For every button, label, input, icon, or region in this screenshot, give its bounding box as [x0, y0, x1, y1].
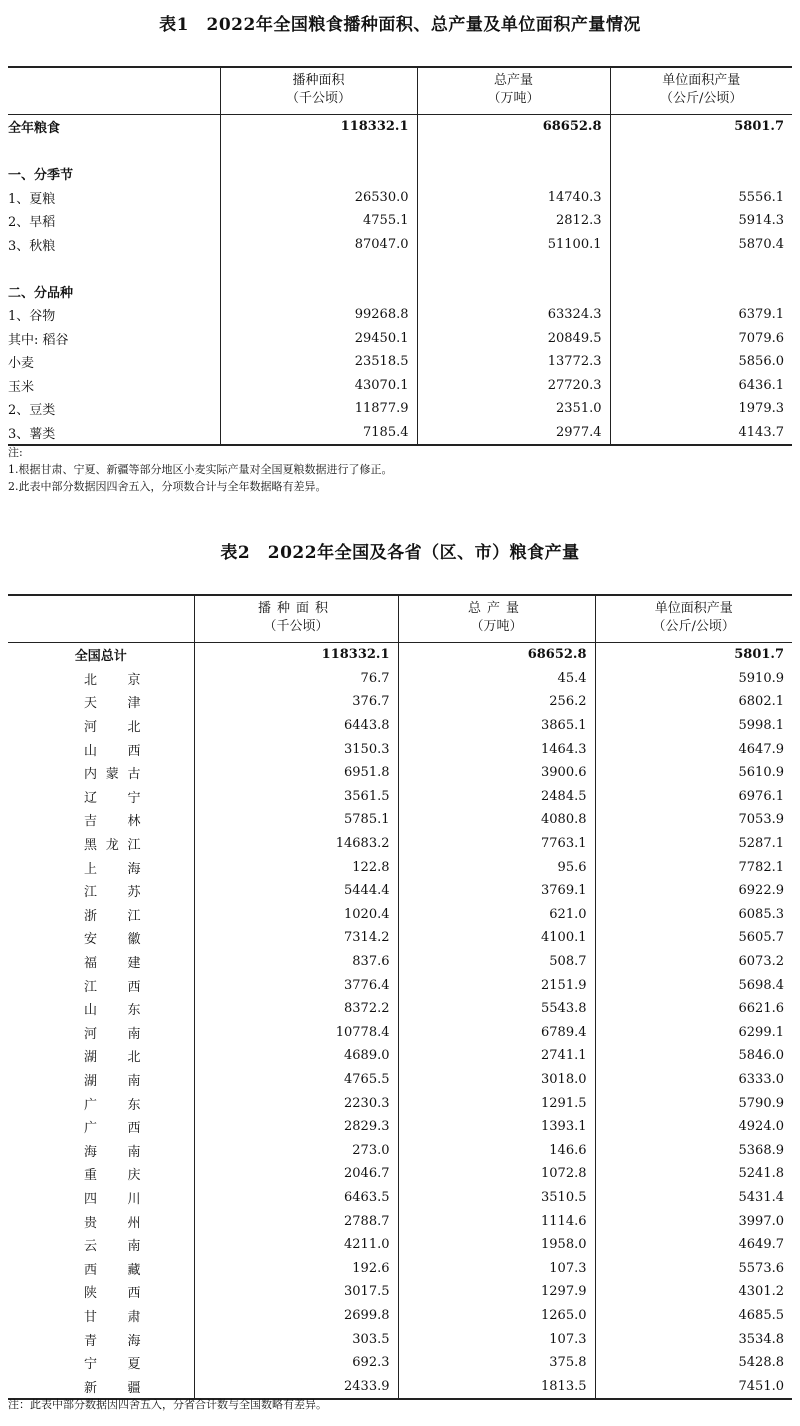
province-area: 376.7 — [194, 690, 398, 714]
table2-province-row — [8, 1115, 792, 1139]
table1-row — [8, 209, 792, 233]
province-output: 1072.8 — [398, 1162, 595, 1186]
province-output: 107.3 — [398, 1256, 595, 1280]
table1-row — [8, 397, 792, 421]
province-output: 146.6 — [398, 1138, 595, 1162]
table1-row — [8, 162, 792, 186]
province-name: 云南 — [84, 1239, 141, 1255]
province-yield: 6976.1 — [595, 785, 792, 809]
province-output: 5543.8 — [398, 997, 595, 1021]
province-yield: 6299.1 — [595, 1021, 792, 1045]
table2-province-row — [8, 1304, 792, 1328]
province-name: 贵州 — [84, 1215, 141, 1231]
province-name: 湖南 — [84, 1073, 141, 1089]
table2-province-row — [8, 1186, 792, 1210]
province-yield: 4685.5 — [595, 1304, 792, 1328]
row-area — [220, 256, 417, 280]
table1-row — [8, 327, 792, 351]
province-area: 76.7 — [194, 667, 398, 691]
province-area: 2433.9 — [194, 1374, 398, 1399]
row-yield — [610, 139, 792, 163]
province-area: 10778.4 — [194, 1021, 398, 1045]
province-output: 1813.5 — [398, 1374, 595, 1399]
province-yield: 5790.9 — [595, 1091, 792, 1115]
row-area: 118332.1 — [220, 115, 417, 139]
row-output: 13772.3 — [417, 350, 610, 374]
row-output: 2812.3 — [417, 209, 610, 233]
table1-row — [8, 374, 792, 398]
province-yield: 7782.1 — [595, 855, 792, 879]
table2-province-row — [8, 690, 792, 714]
row-output: 20849.5 — [417, 327, 610, 351]
row-label: 一、分季节 — [8, 168, 74, 184]
row-label: 3、秋粮 — [8, 238, 56, 254]
province-area: 2699.8 — [194, 1304, 398, 1328]
province-output: 7763.1 — [398, 832, 595, 856]
province-name: 安徽 — [84, 932, 141, 948]
table1-header-yield: 单位面积产量 （公斤/公顷） — [610, 67, 792, 115]
table2-province-row — [8, 1044, 792, 1068]
row-output: 68652.8 — [417, 115, 610, 139]
province-yield: 5846.0 — [595, 1044, 792, 1068]
province-output: 1393.1 — [398, 1115, 595, 1139]
row-label: 小麦 — [8, 356, 35, 372]
province-yield: 5431.4 — [595, 1186, 792, 1210]
province-area: 2046.7 — [194, 1162, 398, 1186]
table2-province-row — [8, 903, 792, 927]
province-output: 1291.5 — [398, 1091, 595, 1115]
province-output: 1265.0 — [398, 1304, 595, 1328]
row-label: 3、薯类 — [8, 426, 56, 442]
row-area: 11877.9 — [220, 397, 417, 421]
province-output: 95.6 — [398, 855, 595, 879]
table2-province-row — [8, 997, 792, 1021]
province-name: 新疆 — [84, 1380, 141, 1396]
row-area — [220, 162, 417, 186]
province-output: 256.2 — [398, 690, 595, 714]
province-name: 四川 — [84, 1191, 141, 1207]
table2-province-row — [8, 714, 792, 738]
row-area: 29450.1 — [220, 327, 417, 351]
province-name: 北京 — [84, 672, 141, 688]
province-output: 3510.5 — [398, 1186, 595, 1210]
total-yield: 5801.7 — [595, 643, 792, 667]
province-output: 3018.0 — [398, 1068, 595, 1092]
row-yield: 6436.1 — [610, 374, 792, 398]
row-area: 87047.0 — [220, 233, 417, 257]
province-output: 2741.1 — [398, 1044, 595, 1068]
table1-header-area: 播种面积 （千公顷） — [220, 67, 417, 115]
province-name: 海南 — [84, 1144, 141, 1160]
table2-title: 表2 2022年全国及各省（区、市）粮食产量 — [220, 543, 580, 563]
table2-province-row — [8, 950, 792, 974]
province-output: 375.8 — [398, 1351, 595, 1375]
table2-province-row — [8, 808, 792, 832]
province-name: 浙江 — [84, 908, 141, 924]
province-output: 6789.4 — [398, 1021, 595, 1045]
province-yield: 5698.4 — [595, 973, 792, 997]
province-area: 303.5 — [194, 1327, 398, 1351]
row-yield: 6379.1 — [610, 303, 792, 327]
province-yield: 6073.2 — [595, 950, 792, 974]
province-name: 重庆 — [84, 1168, 141, 1184]
row-yield: 4143.7 — [610, 421, 792, 446]
row-area: 23518.5 — [220, 350, 417, 374]
row-area: 43070.1 — [220, 374, 417, 398]
province-yield: 5610.9 — [595, 761, 792, 785]
table1-header-output: 总产量 （万吨） — [417, 67, 610, 115]
province-name: 广东 — [84, 1097, 141, 1113]
table1-row — [8, 280, 792, 304]
row-yield: 7079.6 — [610, 327, 792, 351]
total-output: 68652.8 — [398, 643, 595, 667]
province-name: 西藏 — [84, 1262, 141, 1278]
province-name: 吉林 — [84, 814, 141, 830]
row-output: 14740.3 — [417, 186, 610, 210]
row-label — [8, 139, 220, 163]
table2-province-row — [8, 667, 792, 691]
table1-row — [8, 303, 792, 327]
table2 — [8, 594, 792, 1400]
row-area: 4755.1 — [220, 209, 417, 233]
row-area — [220, 280, 417, 304]
row-output: 2977.4 — [417, 421, 610, 446]
table2-province-row — [8, 1351, 792, 1375]
province-output: 1464.3 — [398, 737, 595, 761]
province-area: 3017.5 — [194, 1280, 398, 1304]
province-area: 4689.0 — [194, 1044, 398, 1068]
table1-notes — [8, 444, 393, 495]
province-area: 4765.5 — [194, 1068, 398, 1092]
province-yield: 3997.0 — [595, 1209, 792, 1233]
table2-province-row — [8, 761, 792, 785]
province-name: 江苏 — [84, 885, 141, 901]
province-name: 江西 — [84, 979, 141, 995]
province-area: 837.6 — [194, 950, 398, 974]
province-yield: 5910.9 — [595, 667, 792, 691]
province-area: 8372.2 — [194, 997, 398, 1021]
province-output: 2151.9 — [398, 973, 595, 997]
province-area: 3561.5 — [194, 785, 398, 809]
row-yield: 1979.3 — [610, 397, 792, 421]
table1-title: 表1 2022年全国粮食播种面积、总产量及单位面积产量情况 — [159, 15, 641, 35]
row-yield — [610, 162, 792, 186]
province-area: 6951.8 — [194, 761, 398, 785]
province-area: 4211.0 — [194, 1233, 398, 1257]
province-yield: 6085.3 — [595, 903, 792, 927]
province-output: 4100.1 — [398, 926, 595, 950]
province-area: 2230.3 — [194, 1091, 398, 1115]
province-yield: 3534.8 — [595, 1327, 792, 1351]
province-name: 内蒙古 — [84, 767, 141, 783]
province-yield: 6621.6 — [595, 997, 792, 1021]
province-name: 河北 — [84, 720, 141, 736]
province-yield: 5287.1 — [595, 832, 792, 856]
table2-province-row — [8, 832, 792, 856]
province-area: 5785.1 — [194, 808, 398, 832]
table2-province-row — [8, 1021, 792, 1045]
table2-province-row — [8, 1280, 792, 1304]
province-output: 1114.6 — [398, 1209, 595, 1233]
province-name: 湖北 — [84, 1050, 141, 1066]
province-name: 广西 — [84, 1121, 141, 1137]
row-output — [417, 139, 610, 163]
row-yield — [610, 280, 792, 304]
province-yield: 5428.8 — [595, 1351, 792, 1375]
province-name: 甘肃 — [84, 1309, 141, 1325]
province-area: 14683.2 — [194, 832, 398, 856]
table2-province-row — [8, 855, 792, 879]
table1-row — [8, 256, 792, 280]
province-output: 1958.0 — [398, 1233, 595, 1257]
province-output: 3865.1 — [398, 714, 595, 738]
table1-note-1: 1.根据甘肃、宁夏、新疆等部分地区小麦实际产量对全国夏粮数据进行了修正。 — [8, 463, 393, 476]
table1-row — [8, 233, 792, 257]
row-label — [8, 256, 220, 280]
row-output — [417, 162, 610, 186]
province-output: 621.0 — [398, 903, 595, 927]
table2-province-row — [8, 785, 792, 809]
row-yield — [610, 256, 792, 280]
province-area: 6463.5 — [194, 1186, 398, 1210]
province-area: 7314.2 — [194, 926, 398, 950]
province-output: 508.7 — [398, 950, 595, 974]
table1-row — [8, 421, 792, 446]
table1-row — [8, 115, 792, 139]
table2-province-row — [8, 1256, 792, 1280]
row-output — [417, 256, 610, 280]
province-output: 1297.9 — [398, 1280, 595, 1304]
province-area: 2788.7 — [194, 1209, 398, 1233]
province-name: 上海 — [84, 861, 141, 877]
row-label: 2、早稻 — [8, 215, 56, 231]
row-yield: 5856.0 — [610, 350, 792, 374]
row-area: 99268.8 — [220, 303, 417, 327]
province-yield: 5368.9 — [595, 1138, 792, 1162]
province-output: 3769.1 — [398, 879, 595, 903]
total-area: 118332.1 — [194, 643, 398, 667]
province-name: 山东 — [84, 1003, 141, 1019]
table1-row — [8, 186, 792, 210]
table2-province-row — [8, 973, 792, 997]
province-name: 天津 — [84, 696, 141, 712]
row-output — [417, 280, 610, 304]
row-label: 1、谷物 — [8, 309, 56, 325]
province-area: 122.8 — [194, 855, 398, 879]
row-output: 2351.0 — [417, 397, 610, 421]
table2-province-row — [8, 1091, 792, 1115]
table2-note: 注：此表中部分数据因四舍五入，分省合计数与全国数略有差异。 — [8, 1398, 327, 1411]
row-label: 2、豆类 — [8, 403, 56, 419]
province-area: 192.6 — [194, 1256, 398, 1280]
province-output: 4080.8 — [398, 808, 595, 832]
province-output: 3900.6 — [398, 761, 595, 785]
row-yield: 5870.4 — [610, 233, 792, 257]
province-yield: 4301.2 — [595, 1280, 792, 1304]
province-name: 宁夏 — [84, 1357, 141, 1373]
total-label: 全国总计 — [74, 649, 127, 665]
province-area: 6443.8 — [194, 714, 398, 738]
province-name: 山西 — [84, 743, 141, 759]
table1-row — [8, 139, 792, 163]
row-yield: 5914.3 — [610, 209, 792, 233]
province-yield: 5605.7 — [595, 926, 792, 950]
table2-province-row — [8, 1162, 792, 1186]
province-area: 3776.4 — [194, 973, 398, 997]
province-area: 5444.4 — [194, 879, 398, 903]
row-yield: 5801.7 — [610, 115, 792, 139]
table2-province-row — [8, 1068, 792, 1092]
table2-header-stub — [8, 595, 194, 643]
table2-header-output: 总产量 （万吨） — [398, 595, 595, 643]
table2-province-row — [8, 1138, 792, 1162]
table2-total-row — [8, 643, 792, 667]
row-label: 其中: 稻谷 — [8, 332, 69, 348]
province-area: 692.3 — [194, 1351, 398, 1375]
province-yield: 6922.9 — [595, 879, 792, 903]
table1-row — [8, 350, 792, 374]
row-yield: 5556.1 — [610, 186, 792, 210]
province-output: 107.3 — [398, 1327, 595, 1351]
row-area: 26530.0 — [220, 186, 417, 210]
table2-province-row — [8, 1233, 792, 1257]
province-yield: 7451.0 — [595, 1374, 792, 1399]
table2-province-row — [8, 926, 792, 950]
row-label: 全年粮食 — [8, 121, 61, 137]
province-area: 1020.4 — [194, 903, 398, 927]
province-yield: 6333.0 — [595, 1068, 792, 1092]
province-yield: 4647.9 — [595, 737, 792, 761]
table1-note-heading: 注: — [8, 446, 23, 459]
province-name: 陕西 — [84, 1286, 141, 1302]
province-output: 2484.5 — [398, 785, 595, 809]
table2-province-row — [8, 1327, 792, 1351]
province-yield: 6802.1 — [595, 690, 792, 714]
table1 — [8, 66, 792, 446]
province-yield: 5241.8 — [595, 1162, 792, 1186]
province-area: 2829.3 — [194, 1115, 398, 1139]
table1-note-2: 2.此表中部分数据因四舍五入，分项数合计与全年数据略有差异。 — [8, 480, 327, 493]
province-yield: 7053.9 — [595, 808, 792, 832]
province-name: 青海 — [84, 1333, 141, 1349]
province-yield: 5998.1 — [595, 714, 792, 738]
table2-province-row — [8, 1209, 792, 1233]
table2-province-row — [8, 879, 792, 903]
table1-header-stub — [8, 67, 220, 115]
row-output: 27720.3 — [417, 374, 610, 398]
row-label: 二、分品种 — [8, 285, 74, 301]
row-output: 63324.3 — [417, 303, 610, 327]
row-area — [220, 139, 417, 163]
table2-header-yield: 单位面积产量 （公斤/公顷） — [595, 595, 792, 643]
province-output: 45.4 — [398, 667, 595, 691]
province-name: 辽宁 — [84, 790, 141, 806]
province-name: 福建 — [84, 956, 141, 972]
row-area: 7185.4 — [220, 421, 417, 446]
row-output: 51100.1 — [417, 233, 610, 257]
province-yield: 5573.6 — [595, 1256, 792, 1280]
table2-province-row — [8, 737, 792, 761]
province-area: 273.0 — [194, 1138, 398, 1162]
province-name: 黑龙江 — [84, 838, 141, 854]
row-label: 玉米 — [8, 379, 35, 395]
province-area: 3150.3 — [194, 737, 398, 761]
province-yield: 4649.7 — [595, 1233, 792, 1257]
row-label: 1、夏粮 — [8, 191, 56, 207]
province-name: 河南 — [84, 1026, 141, 1042]
province-yield: 4924.0 — [595, 1115, 792, 1139]
table2-header-area: 播种面积 （千公顷） — [194, 595, 398, 643]
